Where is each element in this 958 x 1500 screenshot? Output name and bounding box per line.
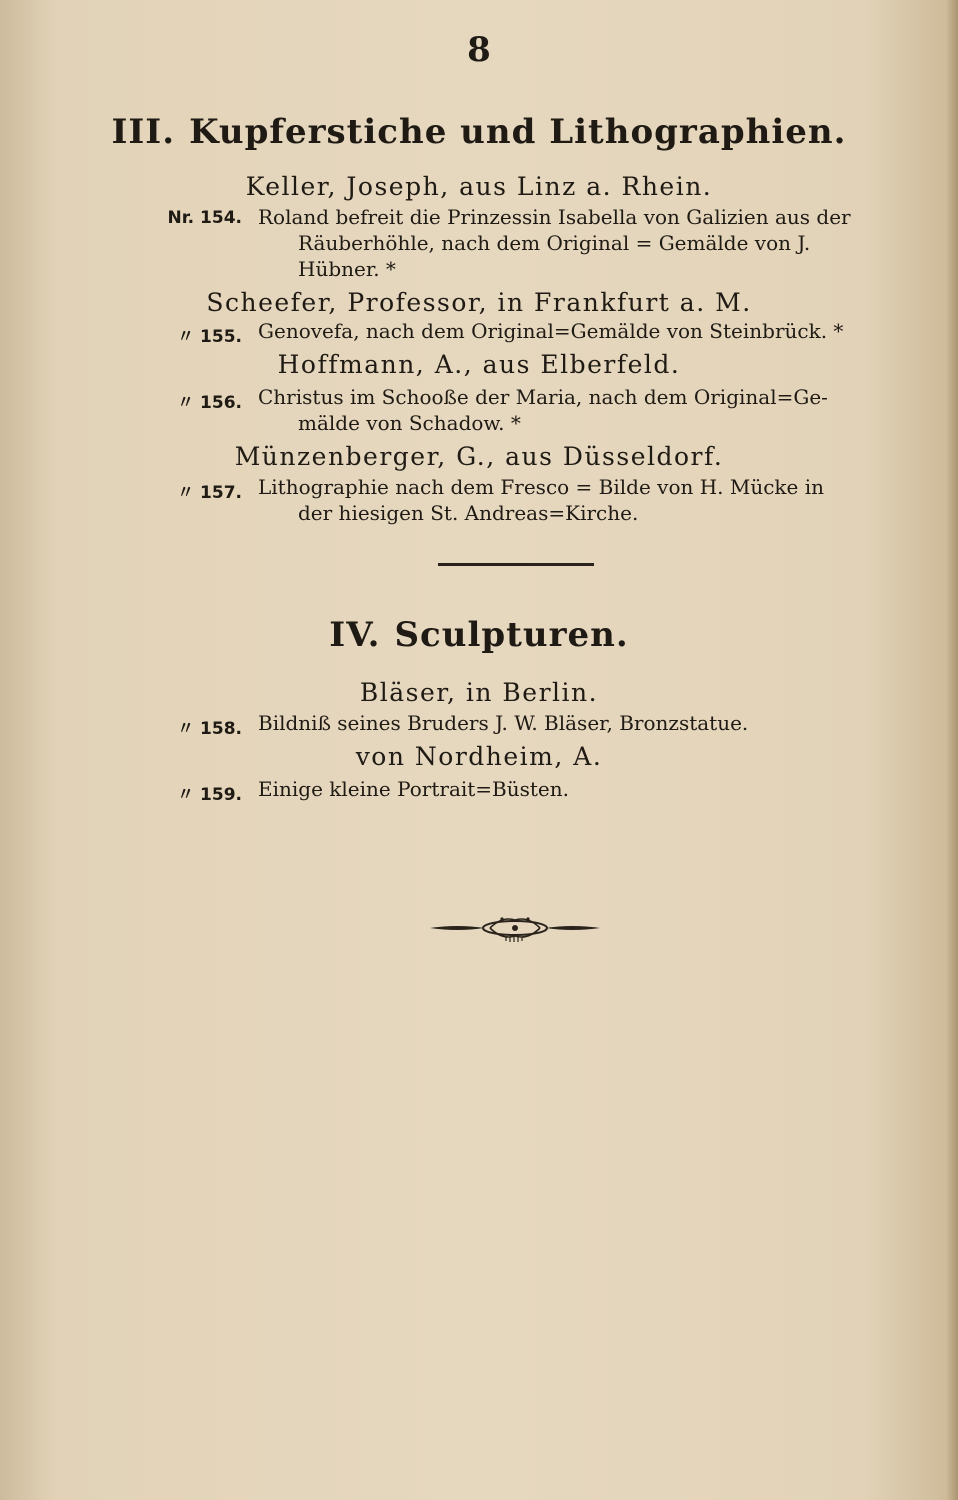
entry-description — [258, 318, 878, 344]
entry-description — [258, 474, 878, 526]
section-title: Kupferstiche und Lithographien. — [189, 112, 847, 152]
section-title: Sculpturen. — [394, 615, 629, 655]
entry-description — [258, 204, 878, 282]
artist-heading-keller: Keller, Joseph, aus Linz a. Rhein. — [245, 172, 713, 201]
entry-line: Lithographie nach dem Fresco = Bilde von H. Mücke in — [258, 475, 825, 499]
entry-line: der hiesigen St. Andreas=Kirche. — [298, 501, 639, 525]
entry-line: Einige kleine Portrait=Büsten. — [258, 777, 570, 801]
entry-line: Christus im Schooße der Maria, nach dem Original=Ge- — [258, 385, 828, 409]
entry-number: 〃 159. — [177, 785, 242, 805]
entry-line: Roland befreit die Prinzessin Isabella von Galizien aus der — [258, 205, 851, 229]
artist-heading-muenzenberger: Münzenberger, G., aus Düsseldorf. — [234, 442, 724, 471]
entry-line: Hübner. * — [298, 257, 396, 281]
artist-heading-nordheim: von Nordheim, A. — [355, 742, 603, 771]
entry-line: Räuberhöhle, nach dem Original = Gemälde von J. — [298, 231, 811, 255]
entry-number: 〃 157. — [177, 483, 242, 503]
entry-description — [258, 710, 878, 736]
artist-heading-blaeser: Bläser, in Berlin. — [359, 678, 599, 707]
entry-number: 〃 156. — [177, 393, 242, 413]
page-number: 8 — [467, 30, 491, 70]
section-divider-rule — [438, 563, 594, 566]
section-heading-engravings — [0, 112, 958, 152]
entry-number: 〃 155. — [177, 327, 242, 347]
decorative-tailpiece-icon — [428, 910, 602, 946]
section-numeral: IV. — [329, 615, 381, 655]
entry-description — [258, 776, 878, 802]
artist-heading-scheefer: Scheefer, Professor, in Frankfurt a. M. — [206, 288, 752, 317]
entry-number: Nr. 154. — [167, 208, 242, 228]
section-numeral: III. — [111, 112, 176, 152]
artist-heading-hoffmann: Hoffmann, A., aus Elberfeld. — [277, 350, 681, 379]
entry-description — [258, 384, 878, 436]
entry-line: Genovefa, nach dem Original=Gemälde von Steinbrück. * — [258, 319, 844, 343]
section-heading-sculptures — [0, 615, 958, 655]
entry-number: 〃 158. — [177, 719, 242, 739]
entry-line: mälde von Schadow. * — [298, 411, 521, 435]
entry-line: Bildniß seines Bruders J. W. Bläser, Bronzstatue. — [258, 711, 749, 735]
